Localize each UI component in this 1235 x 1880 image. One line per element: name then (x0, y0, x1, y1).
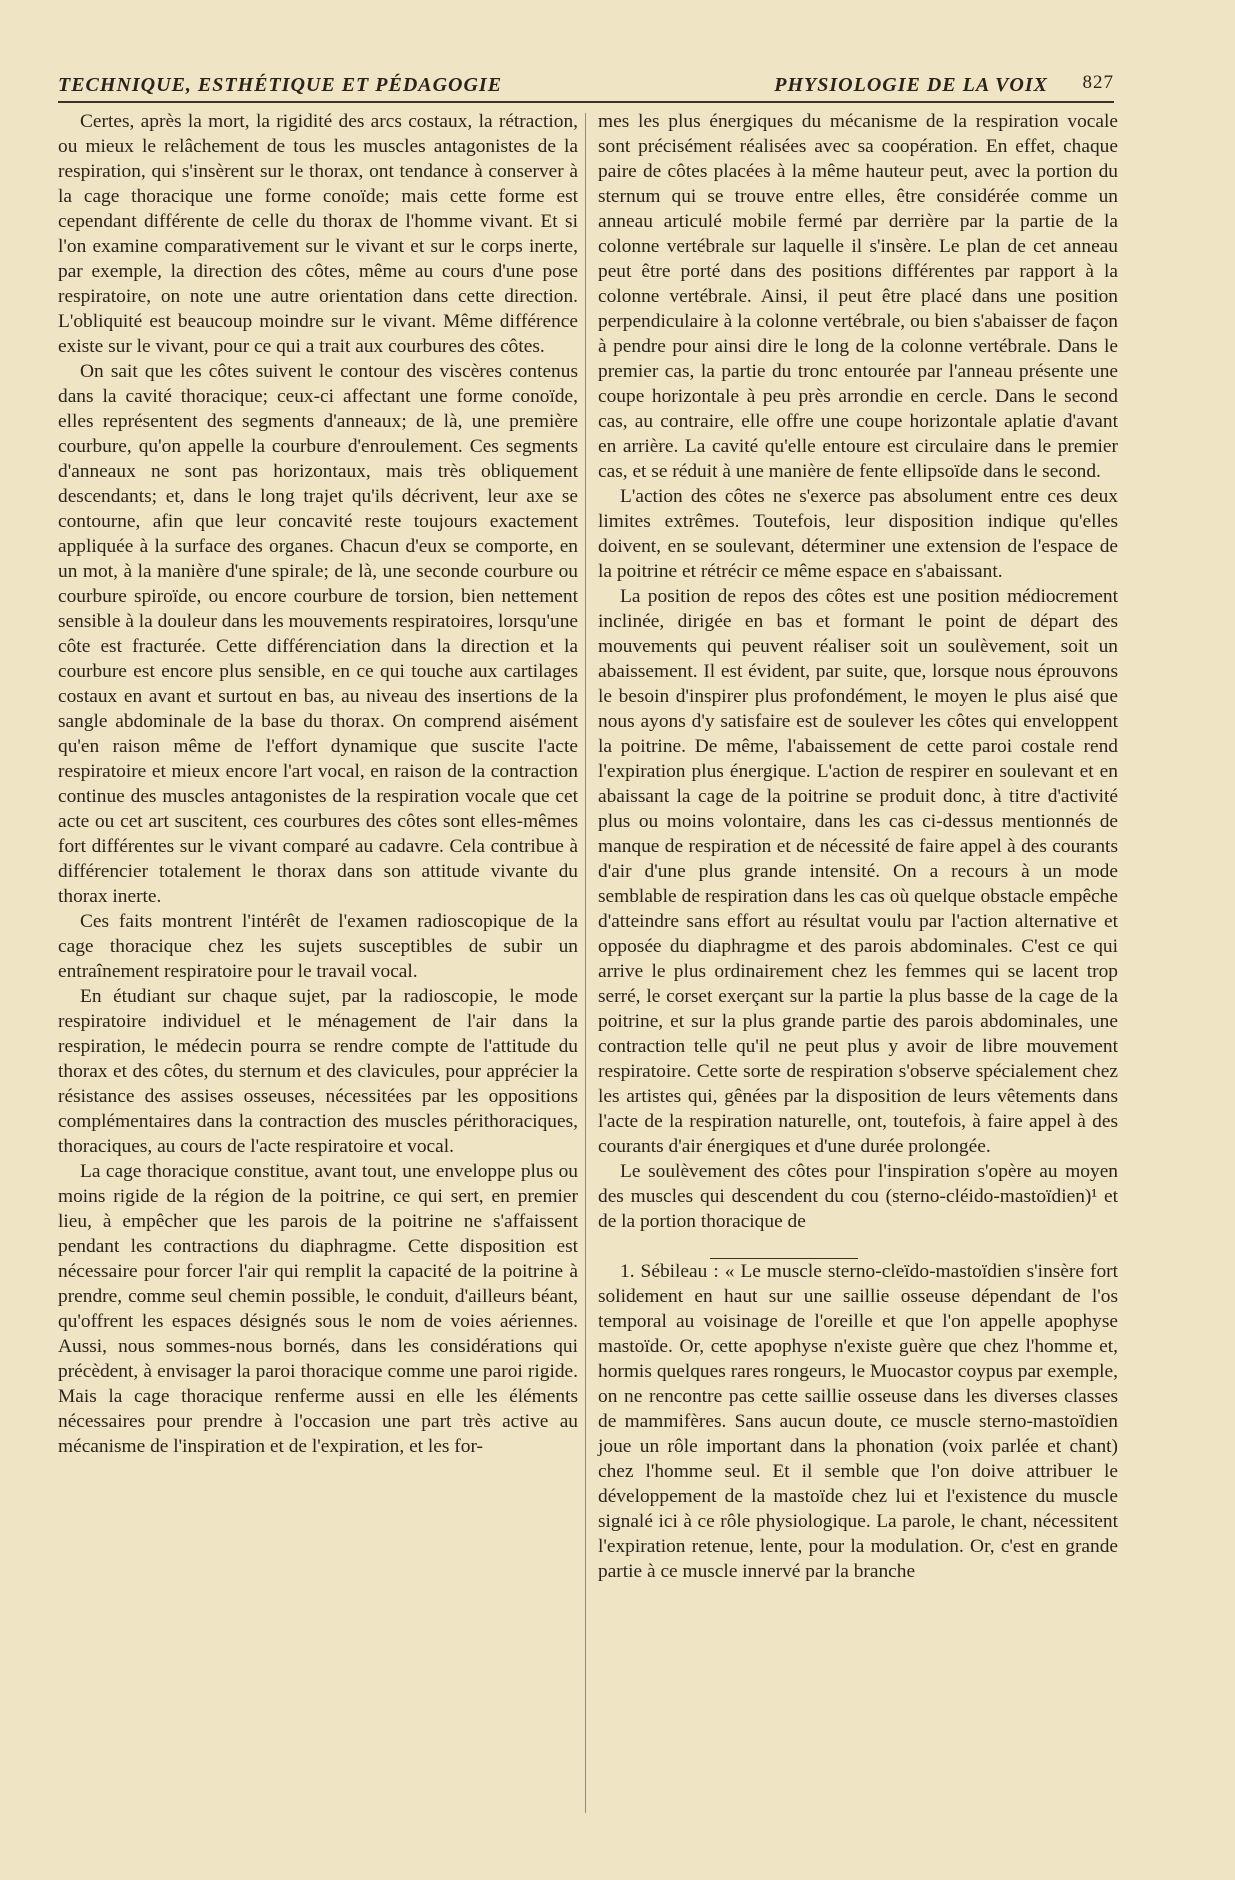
footnote: 1. Sébileau : « Le muscle sterno-cleïdo-mastoïdien s'insère fort solidement en haut sur une saillie osseuse dépendant de l'os temporal au voisinage de l'oreille et que l'on appelle apophyse mastoïde. Or, cette apophyse n'existe guère que chez l'homme et, hormis quelques rares rongeurs, le Muocastor coypus par exemple, on ne rencontre pas cette saillie osseuse dans les diverses classes de mammifères. Sans aucun doute, ce muscle sterno-mastoïdien joue un rôle important dans la phonation (voix parlée et chant) chez l'homme seul. Et il semble que l'on doive attribuer le développement de la mastoïde chez lui et l'existence du muscle signalé ici à ce rôle physiologique. La parole, le chant, nécessitent l'expiration retenue, lente, pour la modulation. Or, c'est en grande partie à ce muscle innervé par la branche (598, 1261, 1118, 1582)
column-divider (585, 113, 586, 1813)
paragraph: On sait que les côtes suivent le contour des viscères contenus dans la cavité thoracique; ceux-ci affectant une forme conoïde, elles représentent des segments d'anneaux; de là, une première courbure, qu'on appelle la courbure d'enroulement. Ces segments d'anneaux ne sont pas horizontaux, mais très obliquement descendants; et, dans le long trajet qu'ils décrivent, leur axe se contourne, afin que leur concavité reste toujours exactement appliquée à la surface des organes. Chacun d'eux se comporte, en un mot, à la manière d'une spirale; de là, une seconde courbure ou courbure spiroïde, ou encore courbure de torsion, bien nettement sensible à la douleur dans les mouvements respiratoires, lorsqu'une côte est fracturée. Cette différenciation dans la direction et la courbure est encore plus sensible, en ce qui touche aux cartilages costaux en avant et surtout en bas, au niveau des insertions de la sangle abdominale de la base du thorax. On comprend aisément qu'en raison même de l'effort dynamique que suscite l'acte respiratoire et mieux encore l'art vocal, en raison de la contraction continue des muscles antagonistes de la respiration vocale que cet acte ou cet art suscitent, ces courbures des côtes sont elles-mêmes fort différentes sur le vivant comparé au cadavre. Cela contribue à différencier totalement le thorax dans son attitude vivante du thorax inerte. (58, 361, 578, 907)
left-column (58, 109, 578, 1459)
header-right-title: PHYSIOLOGIE DE LA VOIX (774, 74, 1048, 96)
header-left-title: TECHNIQUE, ESTHÉTIQUE ET PÉDAGOGIE (58, 74, 503, 96)
paragraph: Ces faits montrent l'intérêt de l'examen radioscopique de la cage thoracique chez les sujets susceptibles de subir un entraînement respiratoire pour le travail vocal. (58, 911, 578, 982)
running-header (58, 70, 1114, 100)
paragraph: En étudiant sur chaque sujet, par la radioscopie, le mode respiratoire individuel et le ménagement de l'air dans la respiration, le médecin pourra se rendre compte de l'attitude du thorax et des côtes, du sternum et des clavicules, pour apprécier la résistance des assises osseuses, nécessitées par les oppositions complémentaires dans la contraction des muscles périthoraciques, thoraciques, au cours de l'acte respiratoire et vocal. (58, 986, 578, 1157)
page-number: 827 (1082, 72, 1114, 93)
right-column (598, 109, 1118, 1584)
paragraph: La cage thoracique constitue, avant tout, une enveloppe plus ou moins rigide de la région de la poitrine, ce qui sert, en premier lieu, à empêcher que les parois de la poitrine ne s'affaissent pendant les contractions du diaphragme. Cette disposition est nécessaire pour forcer l'air qui remplit la capacité de la poitrine à prendre, comme seul chemin possible, le conduit, d'ailleurs béant, qu'offrent les espaces désignés sous le nom de voies aériennes. Aussi, nous sommes-nous bornés, dans les considérations qui précèdent, à envisager la paroi thoracique comme une paroi rigide. Mais la cage thoracique renferme aussi en elle les éléments nécessaires pour prendre à l'occasion une part très active au mécanisme de l'inspiration et de l'expiration, et les for- (58, 1161, 578, 1457)
header-rule (58, 101, 1114, 103)
paragraph: Certes, après la mort, la rigidité des arcs costaux, la rétraction, ou mieux le relâchement de tous les muscles antagonistes de la respiration, qui s'insèrent sur le thorax, ont tendance à conserver à la cage thoracique une forme conoïde; mais cette forme est cependant différente de celle du thorax de l'homme vivant. Et si l'on examine comparativement sur le vivant et sur le corps inerte, par exemple, la direction des côtes, même au cours d'une pose respiratoire, on note une autre orientation dans cette direction. L'obliquité est beaucoup moindre sur le vivant. Même différence existe sur le vivant, pour ce qui a trait aux courbures des côtes. (58, 111, 578, 357)
paragraph: mes les plus énergiques du mécanisme de la respiration vocale sont précisément réalisées avec sa coopération. En effet, chaque paire de côtes placées à la même hauteur peut, avec la portion du sternum qui se trouve entre elles, être considérée comme un anneau articulé mobile fermé par derrière par la partie de la colonne vertébrale sur laquelle il s'insère. Le plan de cet anneau peut être porté dans des positions différentes par rapport à la colonne vertébrale. Ainsi, il peut être placé dans une position perpendiculaire à la colonne vertébrale, ou bien s'abaisser de façon à pendre pour ainsi dire le long de la colonne vertébrale. Dans le premier cas, la partie du tronc entourée par l'anneau présente une coupe horizontale à peu près arrondie en cercle. Dans le second cas, au contraire, elle offre une coupe horizontale aplatie d'avant en arrière. La cavité qu'elle entoure est circulaire dans le premier cas, et se réduit à une manière de fente ellipsoïde dans le second. (598, 111, 1118, 482)
paragraph: L'action des côtes ne s'exerce pas absolument entre ces deux limites extrêmes. Toutefois, leur disposition indique qu'elles doivent, en se soulevant, déterminer une extension de l'espace de la poitrine et rétrécir ce même espace en s'abaissant. (598, 486, 1118, 582)
paragraph: Le soulèvement des côtes pour l'inspiration s'opère au moyen des muscles qui descendent du cou (sterno-cléido-mastoïdien)¹ et de la portion thoracique de (598, 1161, 1118, 1232)
paragraph: La position de repos des côtes est une position médiocrement inclinée, dirigée en bas et formant le point de départ des mouvements qui peuvent réaliser soit un soulèvement, soit un abaissement. Il est évident, par suite, que, lorsque nous éprouvons le besoin d'inspirer plus profondément, le moyen le plus aisé que nous ayons d'y satisfaire est de soulever les côtes qui enveloppent la poitrine. De même, l'abaissement de cette paroi costale rend l'expiration plus énergique. L'action de respirer en soulevant et en abaissant la cage de la poitrine se produit donc, à titre d'activité plus ou moins volontaire, dans les cas ci-dessus mentionnés de manque de respiration et de nécessité de faire appel à des courants d'air d'une plus grande intensité. On a recours à un mode semblable de respiration dans les cas où quelque obstacle empêche d'atteindre sans effort au résultat voulu par l'action alternative et opposée du diaphragme et des parois abdominales. C'est ce qui arrive le plus ordinairement chez les femmes qui se lacent trop serré, le corset exerçant sur la partie la plus basse de la cage de la poitrine, et sur la plus grande partie des parois abdominales, une contraction telle qu'il ne peut plus y avoir de libre mouvement respiratoire. Cette sorte de respiration s'observe spécialement chez les artistes qui, gênées par la disposition de leurs vêtements dans l'acte de la respiration naturelle, ont, toutefois, à faire appel à des courants d'air énergiques et d'une durée prolongée. (598, 586, 1118, 1157)
